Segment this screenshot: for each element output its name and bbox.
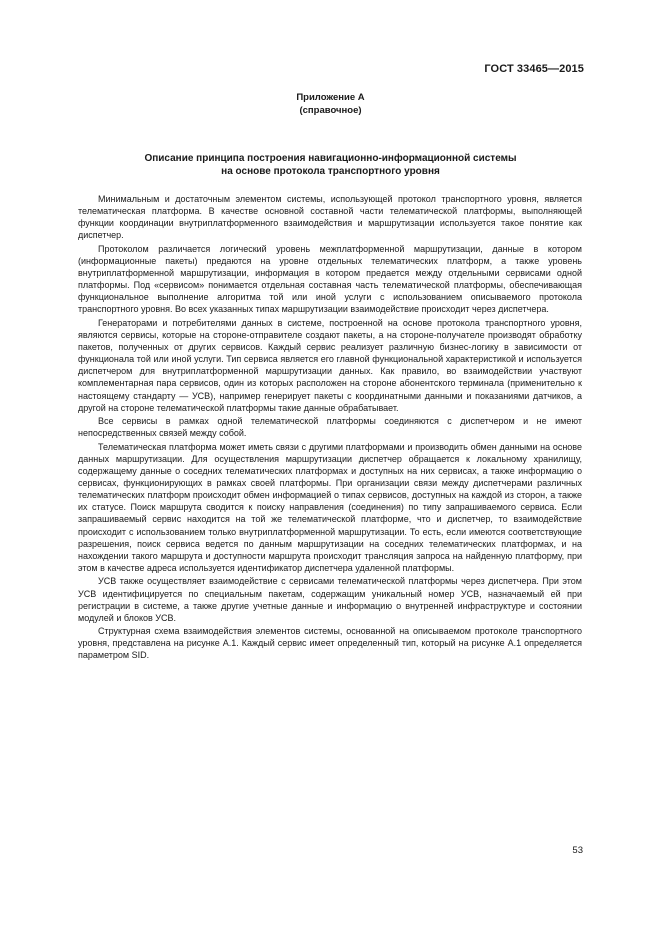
appendix-note: (справочное) (299, 105, 362, 116)
paragraph-6: УСВ также осуществляет взаимодействие с сервисами телематической платформы через диспетчера. При этом УСВ идентифицируется по специальным пакетам, содержащим уникальный номер УСВ, назначаемый ей при регистрации в системе, а также другие учетные данные и информацию о внутренней инфраструктуре и состоянии модулей и блоков УСВ. (78, 576, 582, 623)
paragraph-7: Структурная схема взаимодействия элементов системы, основанной на описываемом протоколе транспортного уровня, представлена на рисунке А.1. Каждый сервис имеет определенный тип, который на рисунке А.1 определяется параметром SID. (78, 626, 582, 661)
section-title-line-1: Описание принципа построения навигационно-информационной системы (144, 153, 517, 164)
document-code: ГОСТ 33465—2015 (484, 63, 584, 75)
paragraph-4: Все сервисы в рамках одной телематической платформы соединяются с диспетчером и не имеют непосредственных связей между собой. (78, 416, 582, 439)
section-title-line-2: на основе протокола транспортного уровня (221, 166, 440, 177)
paragraph-1: Минимальным и достаточным элементом системы, использующей протокол транспортного уровня, является телематическая платформа. В качестве основной составной части телематической платформы, выполняющей функции координации внутриплатформенного взаимодействия и маршрутизации используется такое понятие как диспетчер. (78, 194, 582, 241)
body-text (78, 193, 582, 663)
paragraph-5: Телематическая платформа может иметь связи с другими платформами и производить обмен данными на основе данных маршрутизации. Для осуществления маршрутизации диспетчер обращается к локальному хранилищу, содержащему данные о соседних телематических платформах и доступных на них сервисах, а также информацию о сервисах, функционирующих в рамках своей платформы. При организации связи между диспетчерами различных телематических платформ происходит обмен информацией о типах сервисов, доступных на каждой из сторон, а также их статусе. Поиск маршрута сводится к поиску направления (соединения) по типу запрашиваемого сервиса. Если запрашиваемый сервис находится на той же телематической платформе, что и диспетчер, то взаимодействие происходит с использованием только внутриплатформенной маршрутизации. То есть, если имеются соответствующие разрешения, поиск сервиса ведется по данным маршрутизации на соседних телематических платформах, и на нахождении такого маршрута и доступности маршрута происходит трансляция запроса на найденную платформу, при этом в качестве адреса используется идентификатор диспетчера удаленной платформы. (78, 441, 582, 573)
section-title (78, 152, 583, 178)
paragraph-2: Протоколом различается логический уровень межплатформенной маршрутизации, данные в котором (информационные пакеты) предаются на уровне отдельных телематических платформ, а также уровень внутриплатформенной маршрутизации, информация в котором предается между отдельными сервисами одной платформы. Под «сервисом» понимается отдельная составная часть телематической платформы, обеспечивающая функциональное выполнение алгоритма той или иной услуги с использованием описываемого протокола транспортного уровня. Во всех указанных типах маршрутизации взаимодействие происходит через диспетчера. (78, 243, 582, 315)
paragraph-3: Генераторами и потребителями данных в системе, построенной на основе протокола транспортного уровня, являются сервисы, которые на стороне-отправителе создают пакеты, а на стороне-получателе производят обработку пакетов, полученных от других сервисов. Каждый сервис реализует различную бизнес-логику в зависимости от функционала той или иной услуги. Тип сервиса является его главной функциональной характеристикой и используется диспетчером для внутриплатформенной маршрутизации данных. Как правило, во взаимодействии участвуют комплементарная пара сервисов, один из которых расположен на стороне абонентского терминала (применительно к настоящему стандарту — УСВ), например генерирует пакеты с координатными данными и показаниями датчиков, а другой на стороне телематической платформы такие данные обрабатывает. (78, 317, 582, 413)
page-number: 53 (572, 845, 583, 856)
appendix-title: Приложение А (296, 92, 365, 103)
appendix-heading (0, 91, 661, 117)
